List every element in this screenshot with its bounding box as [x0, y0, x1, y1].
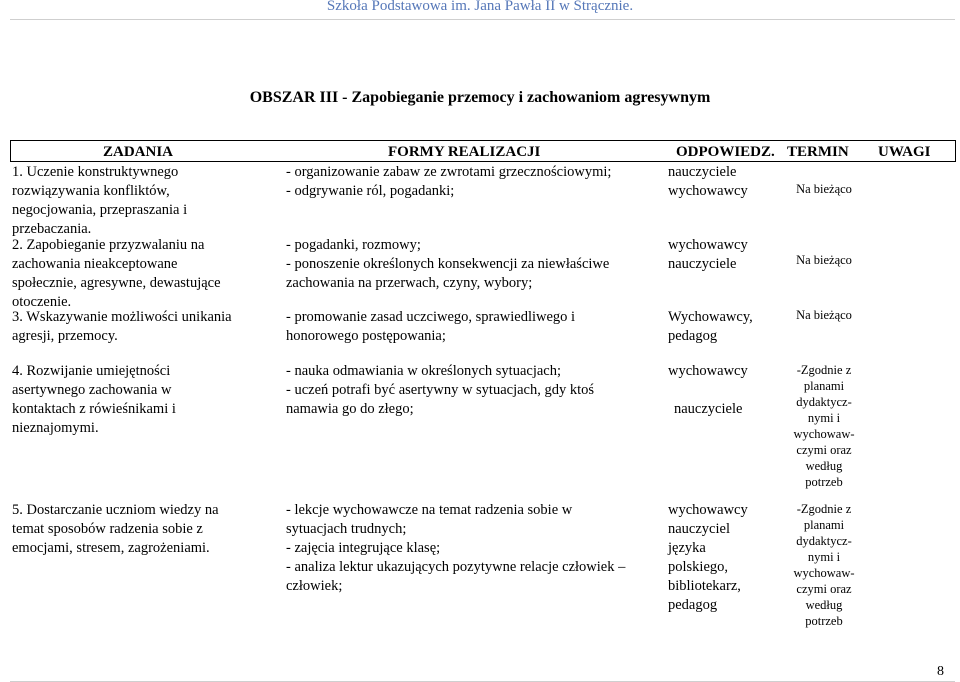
- row-4-zadania: 4. Rozwijanie umiejętności asertywnego zachowania w kontaktach z rówieśnikami i nieznajomymi.: [12, 363, 176, 436]
- row-3-formy: - promowanie zasad uczciwego, sprawiedliwego i honorowego postępowania;: [286, 309, 576, 344]
- row-1-odpowiedz: nauczyciele wychowawcy: [668, 164, 748, 199]
- row-1-termin: Na bieżąco: [796, 182, 852, 196]
- row-3-zadania: 3. Wskazywanie możliwości unikania agresji, przemocy.: [12, 309, 232, 344]
- header-rule: [10, 19, 955, 20]
- table-right-border: [955, 140, 956, 162]
- row-5-formy: - lekcje wychowawcze na temat radzenia sobie w sytuacjach trudnych; - zajęcia integrujące klasę; - analiza lektur ukazujących pozytywne relacje człowiek – człowiek;: [286, 502, 626, 594]
- table-top-border: [10, 140, 955, 141]
- row-2-zadania: 2. Zapobieganie przyzwalaniu na zachowania nieakceptowane społecznie, agresywne, dewastujące otoczenie.: [12, 237, 221, 310]
- row-4-formy: - nauka odmawiania w określonych sytuacjach; - uczeń potrafi być asertywny w sytuacjach, gdy ktoś namawia go do złego;: [286, 363, 595, 417]
- column-header-odpowiedz: ODPOWIEDZ.: [676, 144, 775, 160]
- page-number: 8: [937, 664, 944, 679]
- document-header: Szkoła Podstawowa im. Jana Pawła II w Strącznie.: [326, 0, 634, 14]
- section-title: OBSZAR III - Zapobieganie przemocy i zachowaniom agresywnym: [249, 89, 711, 106]
- row-1-zadania: 1. Uczenie konstruktywnego rozwiązywania konfliktów, negocjowania, przepraszania i przebaczania.: [12, 164, 188, 237]
- row-1-formy: - organizowanie zabaw ze zwrotami grzecznościowymi; - odgrywanie ról, pogadanki;: [286, 164, 612, 199]
- row-4-termin: -Zgodnie z planami dydaktycz- nymi i wychowaw- czymi oraz według potrzeb: [793, 363, 855, 489]
- row-2-formy: - pogadanki, rozmowy; - ponoszenie określonych konsekwencji za niewłaściwe zachowania na przerwach, czyny, wybory;: [286, 237, 610, 291]
- row-5-odpowiedz: wychowawcy nauczyciel języka polskiego, bibliotekarz, pedagog: [668, 502, 748, 613]
- column-header-termin: TERMIN: [787, 144, 849, 160]
- column-header-formy: FORMY REALIZACJI: [388, 144, 541, 160]
- table-header-bottom-border: [10, 161, 955, 162]
- row-4-odpowiedz: wychowawcy nauczyciele: [668, 363, 748, 417]
- row-2-termin: Na bieżąco: [796, 253, 852, 267]
- row-5-termin: -Zgodnie z planami dydaktycz- nymi i wychowaw- czymi oraz według potrzeb: [793, 502, 855, 628]
- row-3-odpowiedz: Wychowawcy, pedagog: [668, 309, 753, 344]
- column-header-uwagi: UWAGI: [878, 144, 931, 160]
- row-3-termin: Na bieżąco: [796, 308, 852, 322]
- table-left-border: [10, 140, 11, 162]
- row-2-odpowiedz: wychowawcy nauczyciele: [668, 237, 748, 272]
- row-5-zadania: 5. Dostarczanie uczniom wiedzy na temat sposobów radzenia sobie z emocjami, stresem, zagrożeniami.: [12, 502, 219, 556]
- column-header-zadania: ZADANIA: [103, 144, 174, 160]
